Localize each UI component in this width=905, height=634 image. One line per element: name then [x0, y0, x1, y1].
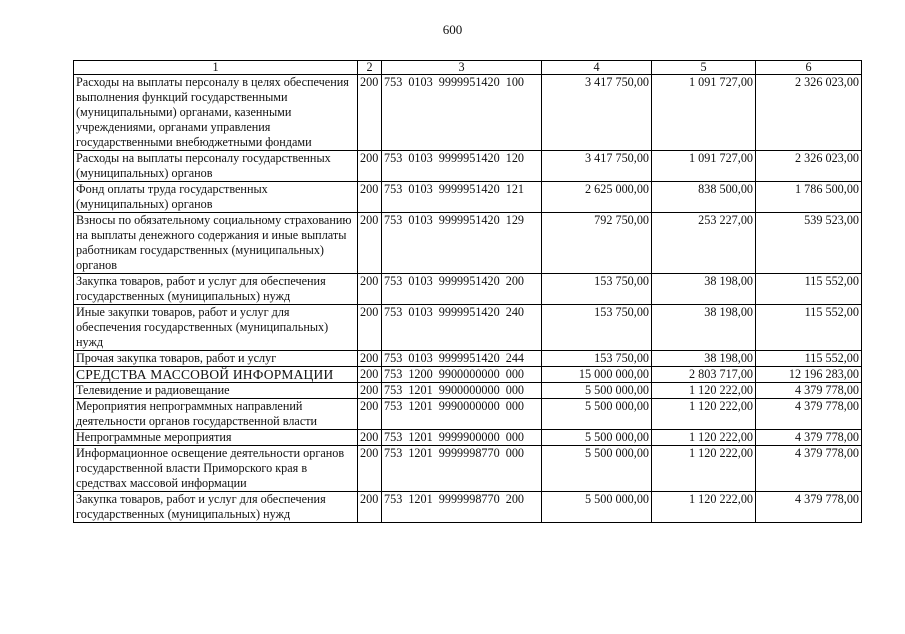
row-name: Расходы на выплаты персоналу государственных (муниципальных) органов [74, 151, 358, 182]
row-value-6: 115 552,00 [756, 305, 862, 351]
row-col2: 200 [358, 182, 382, 213]
column-header: 1 [74, 61, 358, 75]
row-value-6: 4 379 778,00 [756, 383, 862, 399]
column-header: 5 [652, 61, 756, 75]
row-value-4: 15 000 000,00 [542, 367, 652, 383]
row-value-5: 1 120 222,00 [652, 399, 756, 430]
row-name: Прочая закупка товаров, работ и услуг [74, 351, 358, 367]
column-header: 2 [358, 61, 382, 75]
row-col2: 200 [358, 446, 382, 492]
row-col2: 200 [358, 75, 382, 151]
column-header: 3 [382, 61, 542, 75]
page-number: 600 [442, 22, 463, 37]
row-value-4: 3 417 750,00 [542, 75, 652, 151]
row-value-5: 1 120 222,00 [652, 446, 756, 492]
row-value-4: 2 625 000,00 [542, 182, 652, 213]
row-value-4: 153 750,00 [542, 305, 652, 351]
row-code: 753 1201 9990000000 000 [382, 399, 542, 430]
table-header-row [74, 61, 862, 75]
row-value-4: 5 500 000,00 [542, 430, 652, 446]
row-value-6: 2 326 023,00 [756, 151, 862, 182]
row-name: Мероприятия непрограммных направлений деятельности органов государственной власти [74, 399, 358, 430]
row-value-6: 115 552,00 [756, 351, 862, 367]
row-code: 753 0103 9999951420 100 [382, 75, 542, 151]
column-header: 4 [542, 61, 652, 75]
row-name: Иные закупки товаров, работ и услуг для обеспечения государственных (муниципальных) нужд [74, 305, 358, 351]
row-value-6: 4 379 778,00 [756, 399, 862, 430]
row-value-5: 253 227,00 [652, 213, 756, 274]
row-value-6: 2 326 023,00 [756, 75, 862, 151]
row-value-6: 4 379 778,00 [756, 430, 862, 446]
table-row [74, 446, 862, 492]
row-name: Расходы на выплаты персоналу в целях обеспечения выполнения функций государственными (муниципальными) органами, казенными учреждениями, органами управления государственными внебюджетными фондами [74, 75, 358, 151]
row-code: 753 0103 9999951420 240 [382, 305, 542, 351]
table-row [74, 151, 862, 182]
row-value-4: 5 500 000,00 [542, 399, 652, 430]
row-value-4: 153 750,00 [542, 351, 652, 367]
row-value-6: 539 523,00 [756, 213, 862, 274]
row-name: Фонд оплаты труда государственных (муниципальных) органов [74, 182, 358, 213]
row-name: Закупка товаров, работ и услуг для обеспечения государственных (муниципальных) нужд [74, 492, 358, 523]
table-row [74, 383, 862, 399]
row-code: 753 0103 9999951420 120 [382, 151, 542, 182]
row-code: 753 1201 9999998770 200 [382, 492, 542, 523]
table-row [74, 399, 862, 430]
row-code: 753 1201 9999998770 000 [382, 446, 542, 492]
row-value-4: 5 500 000,00 [542, 492, 652, 523]
row-value-5: 1 120 222,00 [652, 492, 756, 523]
table-row [74, 182, 862, 213]
row-value-5: 2 803 717,00 [652, 367, 756, 383]
row-code: 753 0103 9999951420 121 [382, 182, 542, 213]
row-code: 753 0103 9999951420 129 [382, 213, 542, 274]
row-value-5: 38 198,00 [652, 274, 756, 305]
row-value-4: 5 500 000,00 [542, 383, 652, 399]
row-value-5: 1 091 727,00 [652, 151, 756, 182]
row-name: Телевидение и радиовещание [74, 383, 358, 399]
row-code: 753 1200 9900000000 000 [382, 367, 542, 383]
row-col2: 200 [358, 430, 382, 446]
row-code: 753 1201 9900000000 000 [382, 383, 542, 399]
row-col2: 200 [358, 351, 382, 367]
row-value-5: 38 198,00 [652, 351, 756, 367]
row-value-4: 792 750,00 [542, 213, 652, 274]
row-value-6: 1 786 500,00 [756, 182, 862, 213]
column-header: 6 [756, 61, 862, 75]
row-value-4: 5 500 000,00 [542, 446, 652, 492]
row-value-4: 3 417 750,00 [542, 151, 652, 182]
row-code: 753 0103 9999951420 244 [382, 351, 542, 367]
table-row [74, 351, 862, 367]
row-code: 753 1201 9999900000 000 [382, 430, 542, 446]
row-value-6: 4 379 778,00 [756, 492, 862, 523]
row-value-6: 4 379 778,00 [756, 446, 862, 492]
row-name: Закупка товаров, работ и услуг для обеспечения государственных (муниципальных) нужд [74, 274, 358, 305]
row-col2: 200 [358, 383, 382, 399]
budget-table [73, 60, 862, 523]
table-row [74, 274, 862, 305]
row-value-4: 153 750,00 [542, 274, 652, 305]
row-value-5: 838 500,00 [652, 182, 756, 213]
row-code: 753 0103 9999951420 200 [382, 274, 542, 305]
row-col2: 200 [358, 367, 382, 383]
row-value-5: 38 198,00 [652, 305, 756, 351]
row-value-6: 12 196 283,00 [756, 367, 862, 383]
row-name: Взносы по обязательному социальному страхованию на выплаты денежного содержания и иные выплаты работникам государственных (муниципальных) органов [74, 213, 358, 274]
row-name: Непрограммные мероприятия [74, 430, 358, 446]
section-title: СРЕДСТВА МАССОВОЙ ИНФОРМАЦИИ [74, 367, 358, 383]
row-value-6: 115 552,00 [756, 274, 862, 305]
table-row [74, 75, 862, 151]
row-value-5: 1 120 222,00 [652, 383, 756, 399]
row-col2: 200 [358, 492, 382, 523]
table-row-section [74, 367, 862, 383]
row-col2: 200 [358, 274, 382, 305]
row-value-5: 1 091 727,00 [652, 75, 756, 151]
row-col2: 200 [358, 305, 382, 351]
row-name: Информационное освещение деятельности органов государственной власти Приморского края в средствах массовой информации [74, 446, 358, 492]
table-row [74, 213, 862, 274]
table-row [74, 492, 862, 523]
row-col2: 200 [358, 213, 382, 274]
row-col2: 200 [358, 151, 382, 182]
row-col2: 200 [358, 399, 382, 430]
table-row [74, 305, 862, 351]
row-value-5: 1 120 222,00 [652, 430, 756, 446]
table-row [74, 430, 862, 446]
